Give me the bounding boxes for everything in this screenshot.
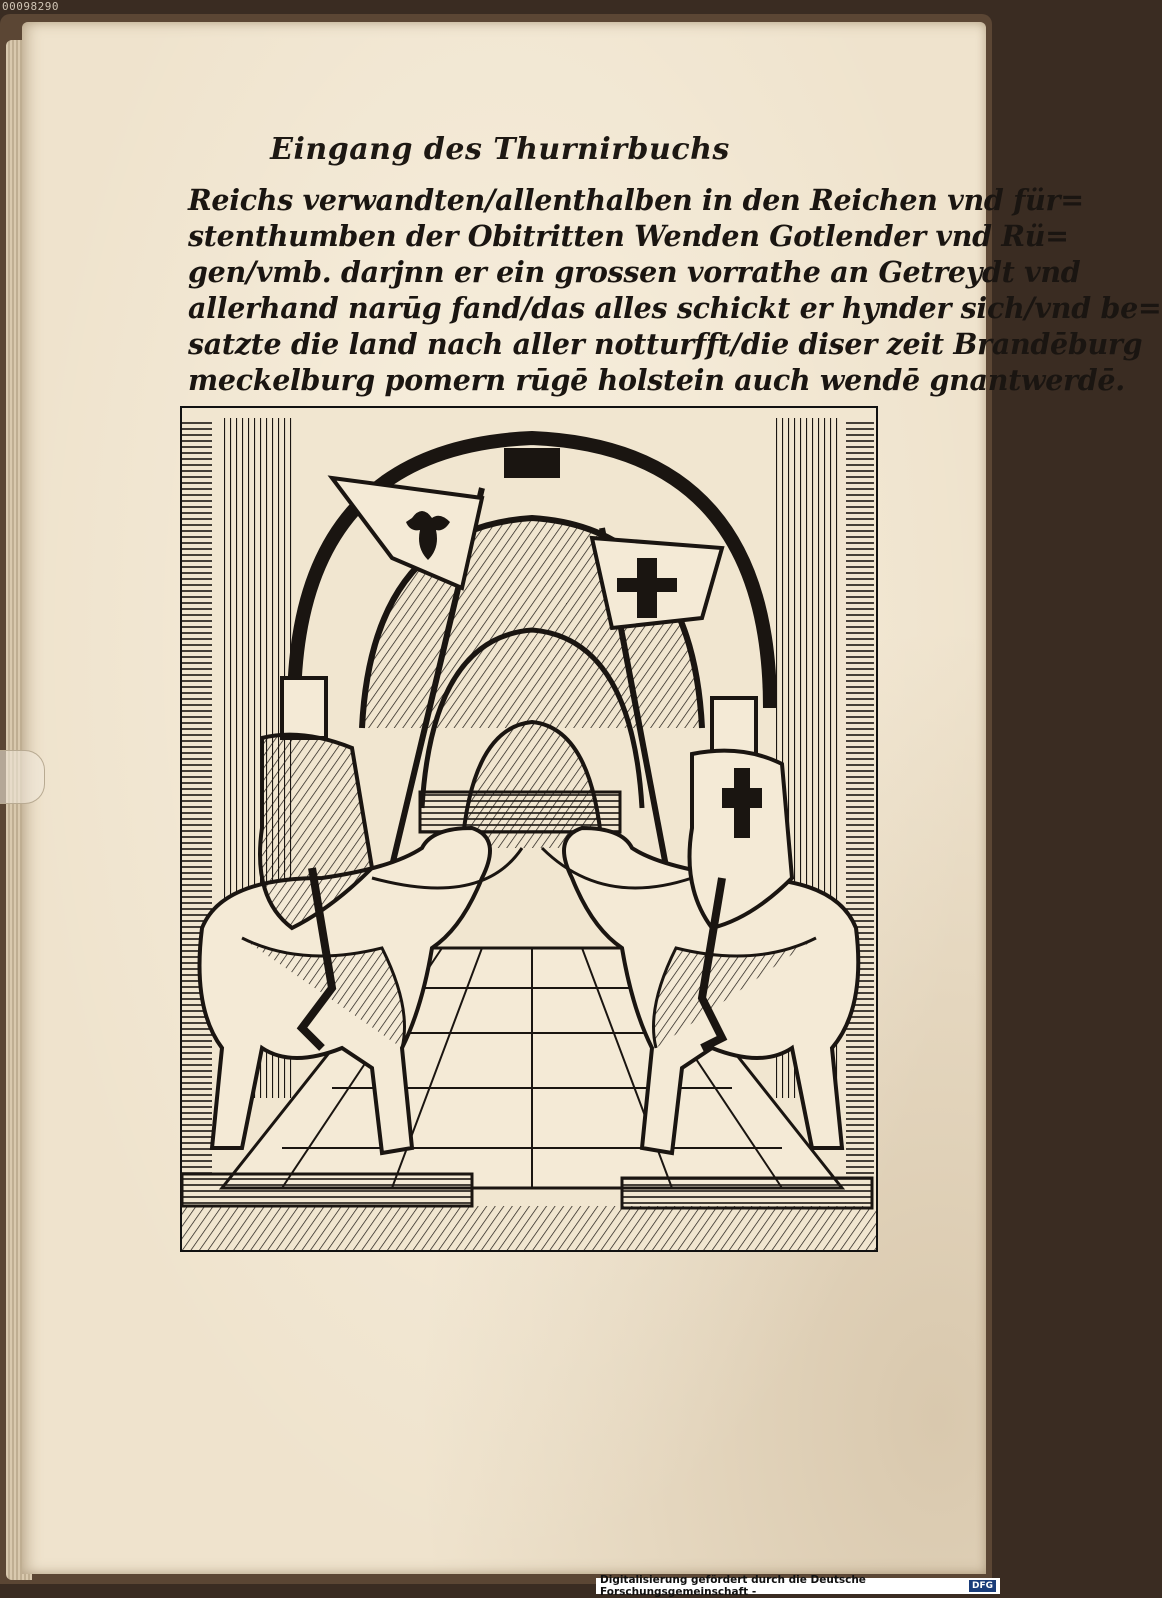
keystone xyxy=(504,448,560,478)
eagle-banner xyxy=(332,478,482,588)
text-line: satzte die land nach aller notturfft/die diser zeit Brandēburg xyxy=(188,327,1143,361)
right-base xyxy=(622,1178,872,1208)
text-line: Reichs verwandten/allenthalben in den Reichen vnd für= xyxy=(188,183,1084,217)
page-clip-tab xyxy=(0,750,45,804)
text-line: meckelburg pomern rūgē holstein auch wendē gnantwerdē. xyxy=(188,363,1125,397)
right-window xyxy=(846,418,874,1178)
text-line: gen/vmb. darjnn er ein grossen vorrathe an Getreydt vnd xyxy=(188,255,1081,289)
text-block xyxy=(188,182,1162,398)
left-window xyxy=(182,418,212,1178)
left-base xyxy=(182,1174,472,1206)
text-line: allerhand narūg fand/das alles schickt er hynder sich/vnd be= xyxy=(188,291,1162,325)
woodcut-drawing xyxy=(182,408,876,1250)
footer-credit-bar xyxy=(596,1574,1000,1598)
far-altar xyxy=(420,792,620,832)
stage-front xyxy=(182,1206,876,1250)
dfg-logo: DFG xyxy=(969,1580,996,1592)
woodcut-illustration xyxy=(180,406,878,1252)
running-head: Eingang des Thurnirbuchs xyxy=(270,132,730,167)
right-knight-helm xyxy=(712,698,756,754)
footer-credit-text: Digitalisierung gefördert durch die Deutsche Forschungsgemeinschaft - xyxy=(600,1574,866,1598)
left-knight-helm xyxy=(282,678,326,738)
scan-id-label: 00098290 xyxy=(2,0,59,13)
text-line: stenthumben der Obitritten Wenden Gotlender vnd Rü= xyxy=(188,219,1069,253)
